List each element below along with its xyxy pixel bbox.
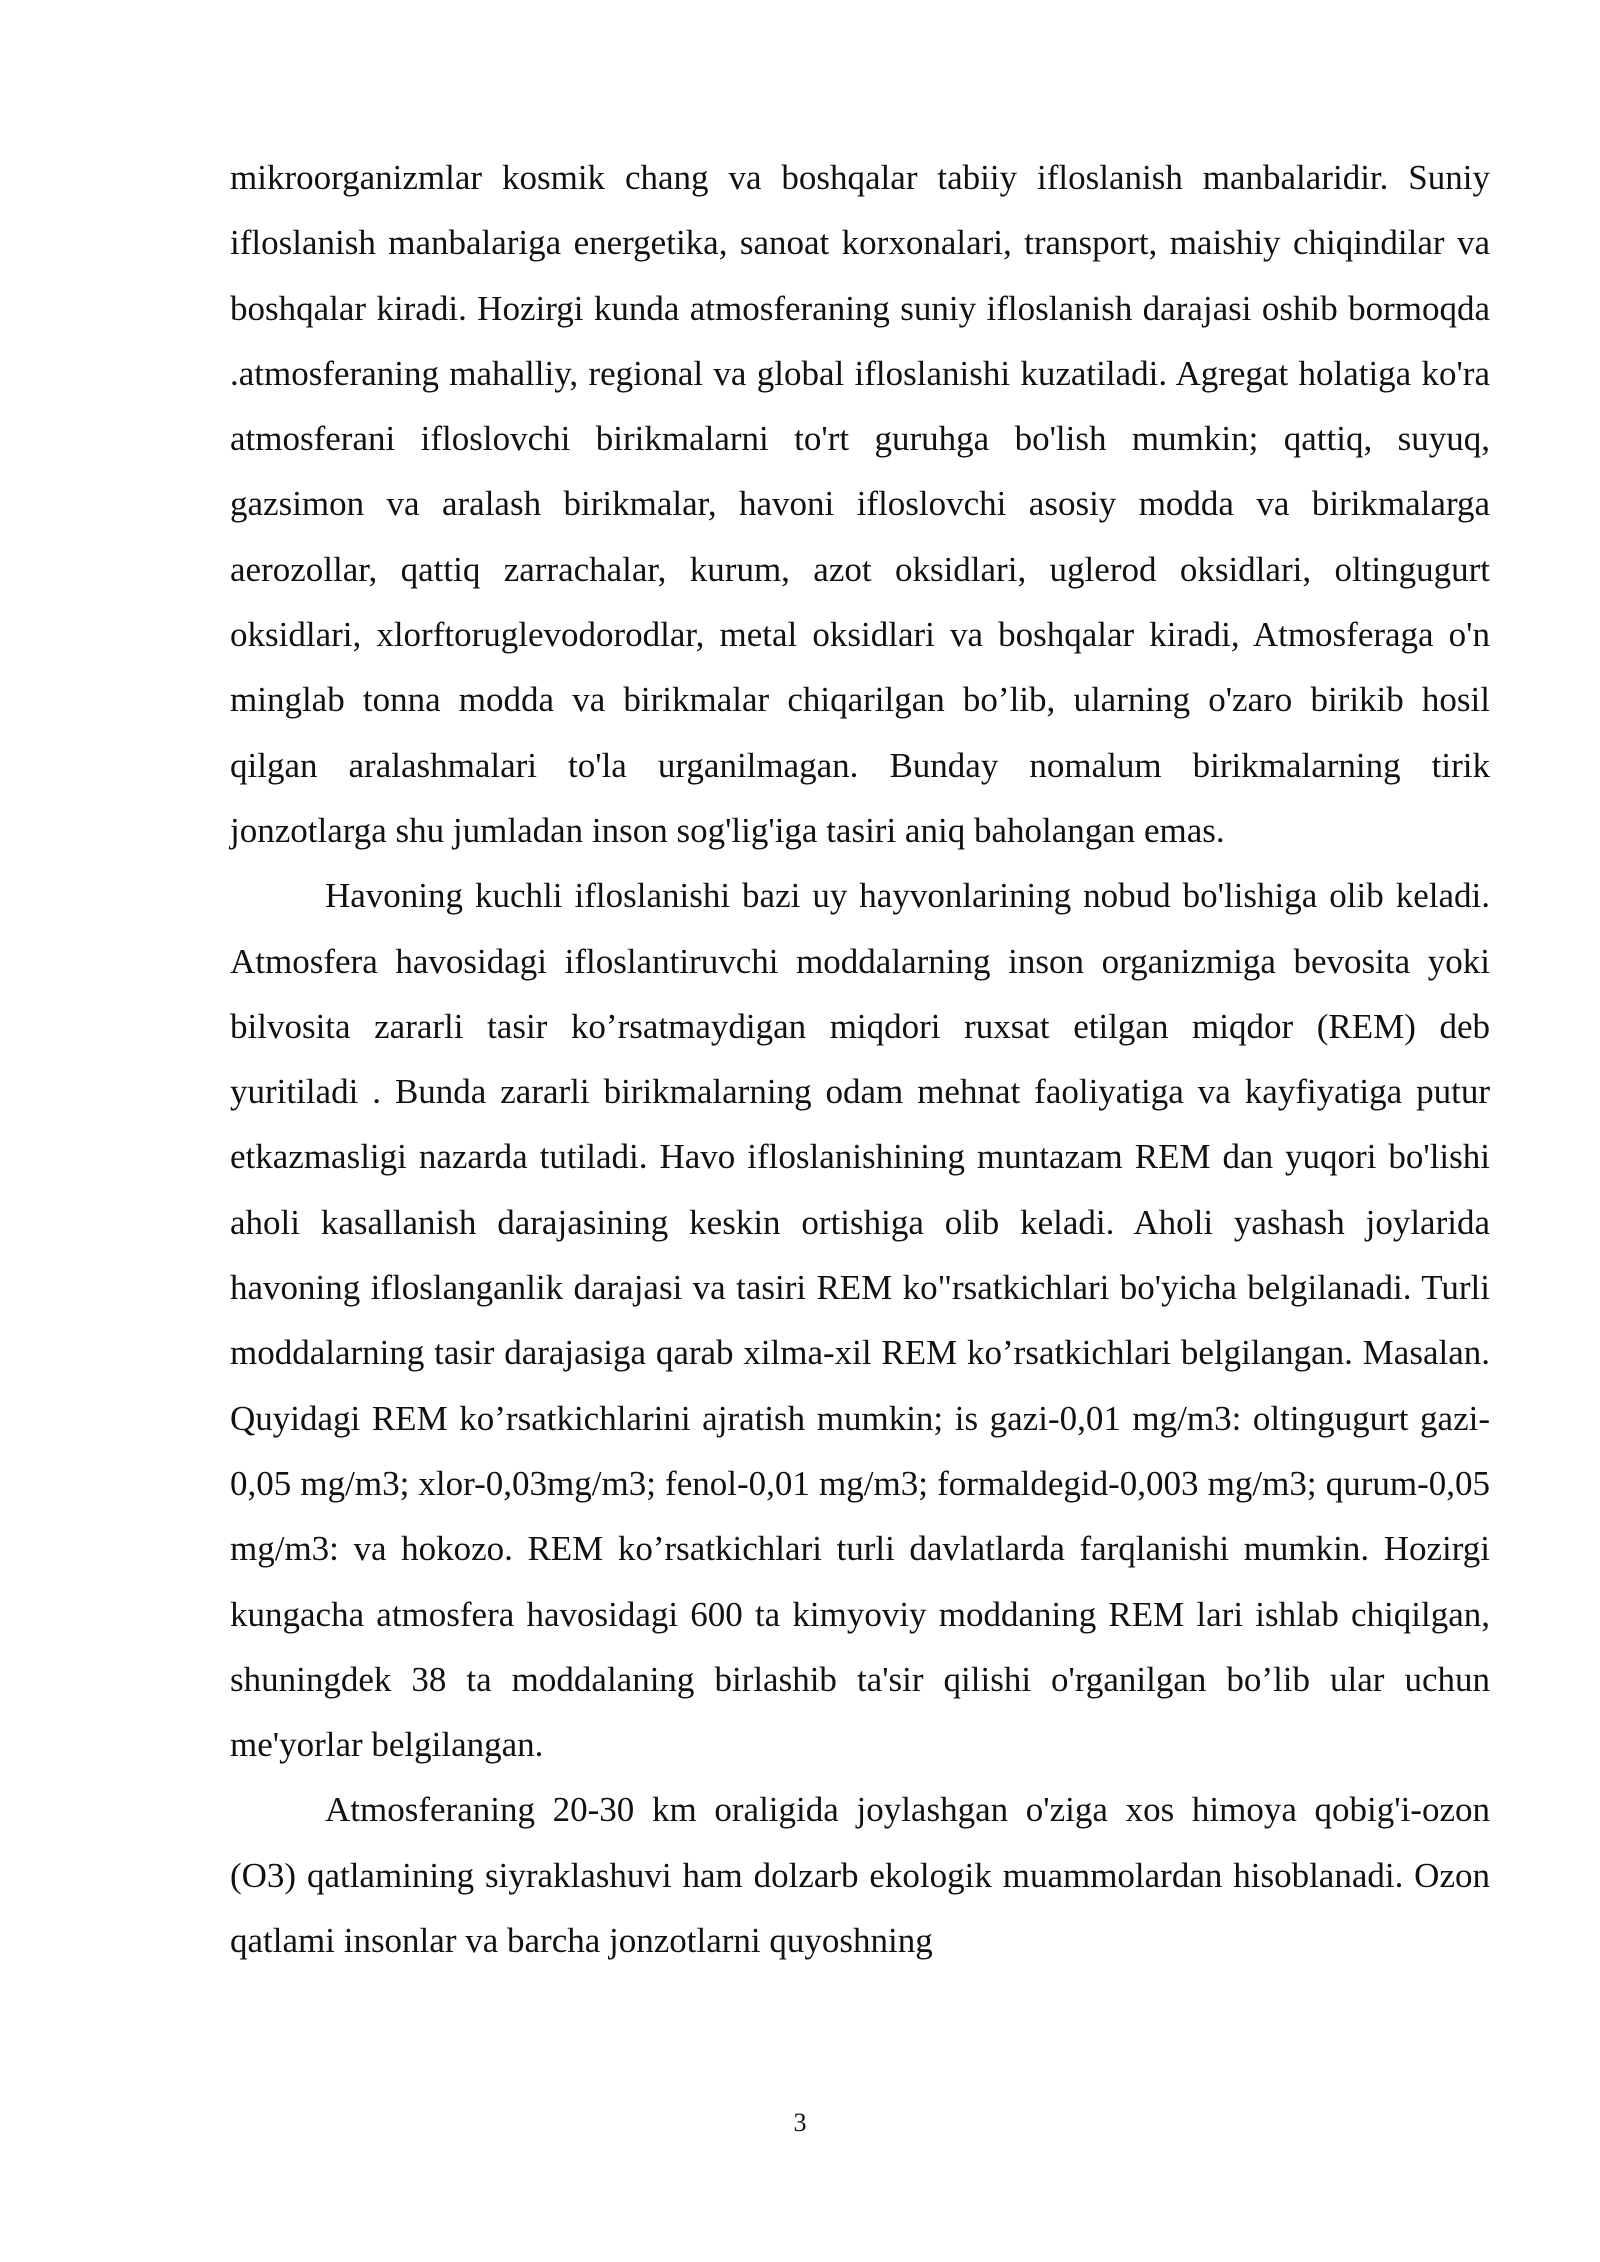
page-number: 3: [793, 2108, 807, 2137]
paragraph-2: Havoning kuchli ifloslanishi bazi uy hayvonlarining nobud bo'lishiga olib keladi. Atmosfera havosidagi ifloslantiruvchi moddalarning inson organizmiga bevosita yoki bilvosita zararli tasir ko’rsatmaydigan miqdori ruxsat etilgan miqdor (REM) deb yuritiladi . Bunda zararli birikmalarning odam mehnat faoliyatiga va kayfiyatiga putur etkazmasligi nazarda tutiladi. Havo ifloslanishining muntazam REM dan yuqori bo'lishi aholi kasallanish darajasining keskin ortishiga olib keladi. Aholi yashash joylarida havoning ifloslanganlik darajasi va tasiri REM ko"rsatkichlari bo'yicha belgilanadi. Turli moddalarning tasir darajasiga qarab xilma-xil REM ko’rsatkichlari belgilangan. Masalan. Quyidagi REM ko’rsatkichlarini ajratish mumkin; is gazi-0,01 mg/m3: oltingugurt gazi-0,05 mg/m3; xlor-0,03mg/m3; fenol-0,01 mg/m3; formaldegid-0,003 mg/m3; qurum-0,05 mg/m3: va hokozo. REM ko’rsatkichlari turli davlatlarda farqlanishi mumkin. Hozirgi kungacha atmosfera havosidagi 600 ta kimyoviy moddaning REM lari ishlab chiqilgan, shuningdek 38 ta moddalaning birlashib ta'sir qilishi o'rganilgan bo’lib ular uchun me'yorlar belgilangan.: [230, 876, 1490, 1765]
body-text: [230, 145, 1490, 1973]
paragraph-3: Atmosferaning 20-30 km oraligida joylashgan o'ziga xos himoya qobig'i-ozon (O3) qatlamining siyraklashuvi ham dolzarb ekologik muammolardan hisoblanadi. Ozon qatlami insonlar va barcha jonzotlarni quyoshning: [230, 1790, 1490, 1961]
paragraph-1: mikroorganizmlar kosmik chang va boshqalar tabiiy ifloslanish manbalaridir. Suniy ifloslanish manbalariga energetika, sanoat korxonalari, transport, maishiy chiqindilar va boshqalar kiradi. Hozirgi kunda atmosferaning suniy ifloslanish darajasi oshib bormoqda .atmosferaning mahalliy, regional va global ifloslanishi kuzatiladi. Agregat holatiga ko'ra atmosferani ifloslovchi birikmalarni to'rt guruhga bo'lish mumkin; qattiq, suyuq, gazsimon va aralash birikmalar, havoni ifloslovchi asosiy modda va birikmalarga aerozollar, qattiq zarrachalar, kurum, azot oksidlari, uglerod oksidlari, oltingugurt oksidlari, xlorftoruglevodorodlar, metal oksidlari va boshqalar kiradi, Atmosferaga o'n minglab tonna modda va birikmalar chiqarilgan bo’lib, ularning o'zaro birikib hosil qilgan aralashmalari to'la urganilmagan. Bunday nomalum birikmalarning tirik jonzotlarga shu jumladan inson sog'lig'iga tasiri aniq baholangan emas.: [230, 158, 1490, 850]
